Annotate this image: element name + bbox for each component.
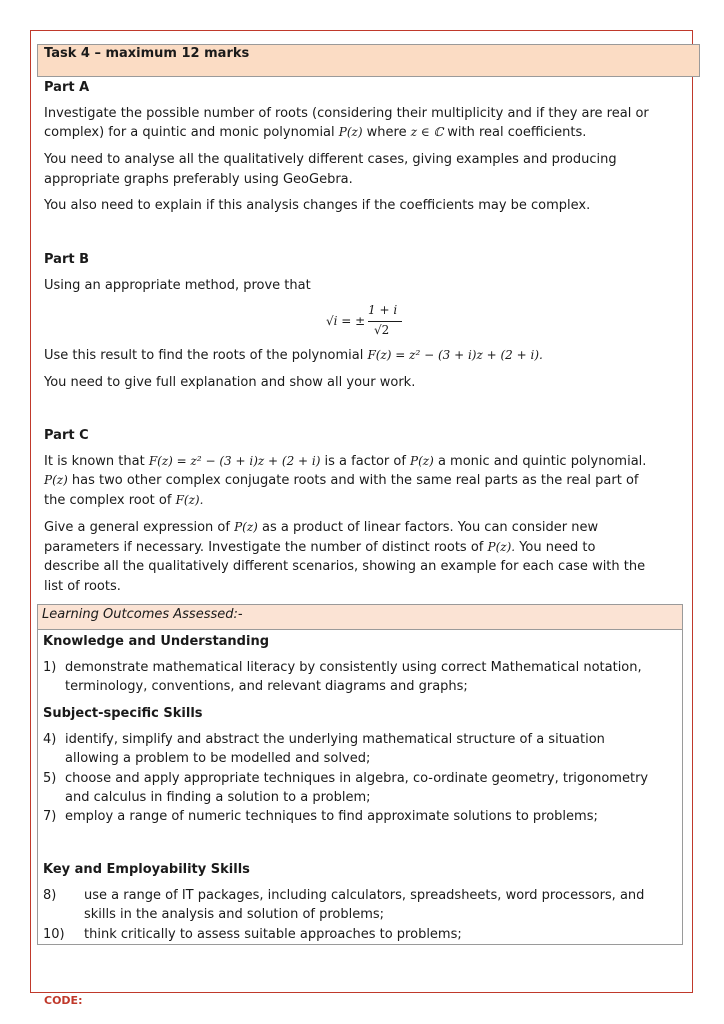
ke10-line1: think critically to assess suitable approaches to problems; (84, 927, 462, 942)
ss7-line1: employ a range of numeric techniques to find approximate solutions to problems; (65, 809, 598, 824)
ss5-line1: choose and apply appropriate techniques in algebra, co-ordinate geometry, trigonometry (65, 771, 649, 786)
formula-denominator: √2 (374, 323, 390, 337)
part-a-p1-line1: Investigate the possible number of roots (considering their multiplicity and if they are real or (44, 106, 649, 121)
ke-heading: Key and Employability Skills (43, 862, 250, 877)
part-a-heading: Part A (44, 80, 90, 95)
ss5-number: 5) (43, 771, 57, 786)
part-b-heading: Part B (44, 252, 90, 267)
learning-outcomes-title: Learning Outcomes Assessed:- (42, 607, 243, 622)
learning-outcomes-box (37, 604, 683, 945)
ku1-number: 1) (43, 660, 57, 675)
task-title: Task 4 – maximum 12 marks (44, 46, 250, 61)
ke10-number: 10) (43, 927, 65, 942)
part-b-p3: You need to give full explanation and show all your work. (44, 375, 416, 390)
part-c-line1: It is known that F(z) = z² − (3 + i)z + (2 + i) is a factor of P(z) a monic and quintic polynomial. (44, 454, 647, 469)
part-a-p2-line2: appropriate graphs preferably using GeoGebra. (44, 172, 353, 187)
ku1-line2: terminology, conventions, and relevant diagrams and graphs; (65, 679, 468, 694)
part-c-line7: list of roots. (44, 579, 121, 594)
task-header (37, 44, 700, 77)
ku-heading: Knowledge and Understanding (43, 634, 270, 649)
part-c-line6: describe all the qualitatively different scenarios, showing an example for each case with the (44, 559, 646, 574)
formula-lhs: √i = ± (326, 314, 366, 328)
ku1-line1: demonstrate mathematical literacy by consistently using correct Mathematical notation, (65, 660, 642, 675)
ss4-number: 4) (43, 732, 57, 747)
learning-outcomes-header (38, 605, 682, 630)
part-c-line4: Give a general expression of P(z) as a product of linear factors. You can consider new (44, 520, 599, 535)
ke8-line2: skills in the analysis and solution of problems; (84, 907, 385, 922)
code-label: CODE: (44, 994, 83, 1007)
ss5-line2: and calculus in finding a solution to a problem; (65, 790, 371, 805)
part-b-p2: Use this result to find the roots of the polynomial F(z) = z² − (3 + i)z + (2 + i). (44, 348, 543, 363)
fraction-bar (368, 321, 402, 322)
part-c-line5: parameters if necessary. Investigate the number of distinct roots of P(z). You need to (44, 540, 596, 555)
part-c-line2: P(z) has two other complex conjugate roots and with the same real parts as the real part of (44, 473, 639, 488)
ss-heading: Subject-specific Skills (43, 706, 203, 721)
formula-numerator: 1 + i (368, 303, 398, 317)
part-a-p3: You also need to explain if this analysis changes if the coefficients may be complex. (44, 198, 591, 213)
ke8-line1: use a range of IT packages, including calculators, spreadsheets, word processors, and (84, 888, 645, 903)
part-c-line3: the complex root of F(z). (44, 493, 204, 508)
ss4-line2: allowing a problem to be modelled and solved; (65, 751, 371, 766)
part-c-heading: Part C (44, 428, 89, 443)
part-a-p2-line1: You need to analyse all the qualitatively different cases, giving examples and producing (44, 152, 617, 167)
part-b-p1: Using an appropriate method, prove that (44, 278, 311, 293)
ss7-number: 7) (43, 809, 57, 824)
part-a-p1-line2: complex) for a quintic and monic polynomial P(z) where z ∈ ℂ with real coefficients. (44, 125, 587, 140)
ke8-number: 8) (43, 888, 57, 903)
ss4-line1: identify, simplify and abstract the underlying mathematical structure of a situation (65, 732, 605, 747)
